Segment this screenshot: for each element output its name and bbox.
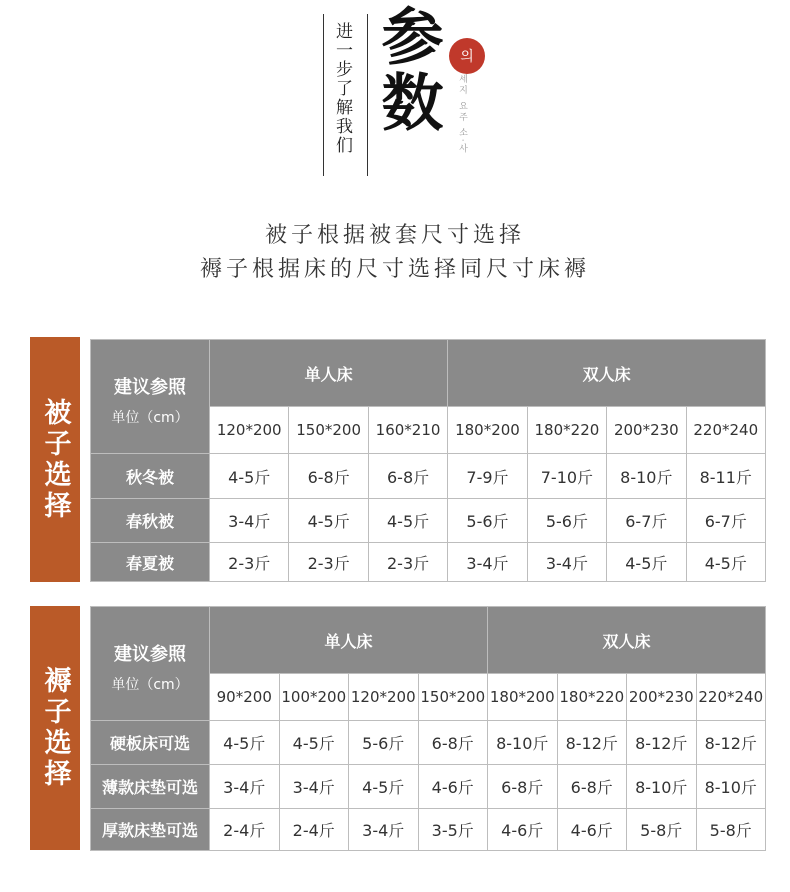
weight-cell: 3-5斤 bbox=[418, 809, 488, 851]
header-small-text: 进一步了解我们 bbox=[332, 22, 352, 155]
weight-cell: 8-10斤 bbox=[696, 765, 766, 809]
mattress-size-cell: 200*230 bbox=[627, 674, 697, 721]
weight-cell: 8-12斤 bbox=[627, 721, 697, 765]
weight-cell: 8-10斤 bbox=[627, 765, 697, 809]
table-row bbox=[91, 765, 766, 809]
mattress-size-cell: 100*200 bbox=[279, 674, 349, 721]
weight-cell: 4-5斤 bbox=[210, 721, 280, 765]
mattress-size-table bbox=[90, 606, 766, 851]
row-label: 春秋被 bbox=[91, 499, 210, 543]
row-label: 薄款床垫可选 bbox=[91, 765, 210, 809]
row-label: 秋冬被 bbox=[91, 454, 210, 499]
weight-cell: 3-4斤 bbox=[349, 809, 419, 851]
weight-cell: 4-5斤 bbox=[349, 765, 419, 809]
weight-cell: 5-6斤 bbox=[527, 499, 606, 543]
row-label: 春夏被 bbox=[91, 543, 210, 582]
weight-cell: 3-4斤 bbox=[210, 499, 289, 543]
weight-cell: 4-6斤 bbox=[488, 809, 558, 851]
weight-cell: 6-8斤 bbox=[368, 454, 447, 499]
weight-cell: 2-4斤 bbox=[279, 809, 349, 851]
weight-cell: 8-10斤 bbox=[607, 454, 686, 499]
header-divider-right bbox=[367, 14, 368, 176]
quilt-size-cell: 120*200 bbox=[210, 407, 289, 454]
quilt-group-double: 双人床 bbox=[448, 340, 766, 407]
weight-cell: 7-9斤 bbox=[448, 454, 527, 499]
seal-icon: 의 bbox=[449, 38, 485, 74]
weight-cell: 4-6斤 bbox=[418, 765, 488, 809]
mattress-size-cell: 180*220 bbox=[557, 674, 627, 721]
mattress-side-label: 褥子选择 bbox=[30, 606, 80, 850]
header-title: 参数 bbox=[371, 4, 444, 136]
weight-cell: 5-8斤 bbox=[627, 809, 697, 851]
mattress-size-cell: 220*240 bbox=[696, 674, 766, 721]
weight-cell: 4-5斤 bbox=[279, 721, 349, 765]
weight-cell: 4-5斤 bbox=[368, 499, 447, 543]
table-row bbox=[91, 499, 766, 543]
quilt-size-cell: 180*220 bbox=[527, 407, 606, 454]
header-divider-left bbox=[323, 14, 324, 176]
quilt-side-label: 被子选择 bbox=[30, 337, 80, 582]
mattress-table-corner: 建议参照 单位（cm） bbox=[91, 607, 210, 721]
weight-cell: 2-3斤 bbox=[289, 543, 368, 582]
weight-cell: 4-5斤 bbox=[607, 543, 686, 582]
quilt-size-cell: 150*200 bbox=[289, 407, 368, 454]
table-row bbox=[91, 454, 766, 499]
row-label: 硬板床可选 bbox=[91, 721, 210, 765]
weight-cell: 4-5斤 bbox=[686, 543, 765, 582]
weight-cell: 4-5斤 bbox=[289, 499, 368, 543]
weight-cell: 5-6斤 bbox=[349, 721, 419, 765]
weight-cell: 4-5斤 bbox=[210, 454, 289, 499]
weight-cell: 3-4斤 bbox=[279, 765, 349, 809]
quilt-group-single: 单人床 bbox=[210, 340, 448, 407]
weight-cell: 2-4斤 bbox=[210, 809, 280, 851]
weight-cell: 6-7斤 bbox=[607, 499, 686, 543]
weight-cell: 4-6斤 bbox=[557, 809, 627, 851]
weight-cell: 2-3斤 bbox=[210, 543, 289, 582]
weight-cell: 5-6斤 bbox=[448, 499, 527, 543]
quilt-size-table bbox=[90, 339, 766, 582]
weight-cell: 2-3斤 bbox=[368, 543, 447, 582]
weight-cell: 6-8斤 bbox=[557, 765, 627, 809]
mattress-group-single: 单人床 bbox=[210, 607, 488, 674]
weight-cell: 6-8斤 bbox=[289, 454, 368, 499]
row-label: 厚款床垫可选 bbox=[91, 809, 210, 851]
weight-cell: 8-12斤 bbox=[557, 721, 627, 765]
weight-cell: 3-4斤 bbox=[448, 543, 527, 582]
weight-cell: 3-4斤 bbox=[210, 765, 280, 809]
weight-cell: 8-10斤 bbox=[488, 721, 558, 765]
quilt-size-cell: 180*200 bbox=[448, 407, 527, 454]
quilt-size-cell: 200*230 bbox=[607, 407, 686, 454]
seal-subtext: 세지 요주 소·사 bbox=[457, 74, 467, 155]
subtitle-line2: 褥子根据床的尺寸选择同尺寸床褥 bbox=[199, 257, 590, 282]
subtitle-line1: 被子根据被套尺寸选择 bbox=[264, 223, 525, 248]
mattress-size-cell: 120*200 bbox=[349, 674, 419, 721]
quilt-size-cell: 220*240 bbox=[686, 407, 765, 454]
table-row bbox=[91, 721, 766, 765]
table-row bbox=[91, 809, 766, 851]
weight-cell: 5-8斤 bbox=[696, 809, 766, 851]
table-row bbox=[91, 543, 766, 582]
mattress-group-double: 双人床 bbox=[488, 607, 766, 674]
quilt-size-cell: 160*210 bbox=[368, 407, 447, 454]
quilt-table-corner: 建议参照 单位（cm） bbox=[91, 340, 210, 454]
weight-cell: 3-4斤 bbox=[527, 543, 606, 582]
weight-cell: 8-11斤 bbox=[686, 454, 765, 499]
weight-cell: 6-7斤 bbox=[686, 499, 765, 543]
mattress-size-cell: 90*200 bbox=[210, 674, 280, 721]
mattress-size-cell: 150*200 bbox=[418, 674, 488, 721]
mattress-size-cell: 180*200 bbox=[488, 674, 558, 721]
weight-cell: 8-12斤 bbox=[696, 721, 766, 765]
weight-cell: 6-8斤 bbox=[418, 721, 488, 765]
weight-cell: 7-10斤 bbox=[527, 454, 606, 499]
weight-cell: 6-8斤 bbox=[488, 765, 558, 809]
